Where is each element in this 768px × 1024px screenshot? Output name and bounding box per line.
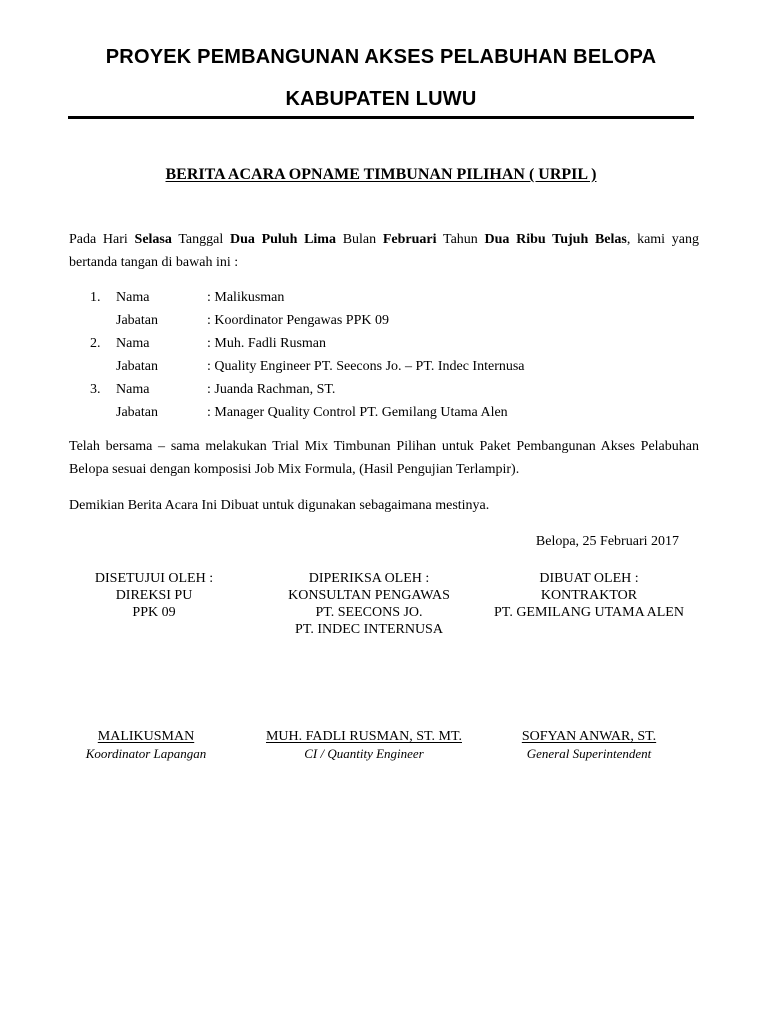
- nama-label: Nama: [116, 382, 150, 397]
- year-value: Dua Ribu Tujuh Belas: [484, 232, 627, 247]
- org-line: KONTRAKTOR: [540, 588, 638, 603]
- signatory-block-checker: [258, 570, 480, 638]
- signatory-block-maker: [484, 570, 694, 621]
- jabatan-label: Jabatan: [116, 405, 158, 420]
- date-value: Dua Puluh Lima: [229, 232, 336, 247]
- role-label: DIBUAT OLEH :: [539, 571, 639, 586]
- place-date: Belopa, 25 Februari 2017: [535, 534, 679, 549]
- signatory-name: SOFYAN ANWAR, ST.: [521, 729, 657, 744]
- org-line: DIREKSI PU: [115, 588, 193, 603]
- signatory-name: MUH. FADLI RUSMAN, ST. MT.: [265, 729, 462, 744]
- org-line: PT. SEECONS JO.: [315, 605, 423, 620]
- item-number: 2.: [90, 336, 101, 351]
- jabatan-value: : Koordinator Pengawas PPK 09: [207, 313, 389, 328]
- project-title: PROYEK PEMBANGUNAN AKSES PELABUHAN BELOPA: [105, 46, 657, 68]
- body-paragraph: Telah bersama – sama melakukan Trial Mix Timbunan Pilihan untuk Paket Pembangunan Akses Pelabuhan Belopa sesuai dengan komposisi Job Mix Formula, (Hasil Pengujian Terlampir).: [69, 439, 699, 477]
- nama-value: : Juanda Rachman, ST.: [207, 382, 336, 397]
- org-line: PT. INDEC INTERNUSA: [295, 622, 443, 637]
- signatory-title: Koordinator Lapangan: [85, 746, 207, 761]
- role-label: DISETUJUI OLEH :: [94, 571, 214, 586]
- item-number: 3.: [90, 382, 101, 397]
- signatory-name: MALIKUSMAN: [97, 729, 195, 744]
- role-label: DIPERIKSA OLEH :: [308, 571, 430, 586]
- signatory-title: General Superintendent: [526, 746, 652, 761]
- signatory-title: CI / Quantity Engineer: [304, 746, 424, 761]
- closing-paragraph: Demikian Berita Acara Ini Dibuat untuk digunakan sebagaimana mestinya.: [69, 498, 490, 513]
- nama-value: : Muh. Fadli Rusman: [207, 336, 327, 351]
- header-rule: [68, 116, 694, 119]
- day-value: Selasa: [134, 232, 172, 247]
- org-line: KONSULTAN PENGAWAS: [288, 588, 450, 603]
- nama-label: Nama: [116, 336, 150, 351]
- intro-paragraph: Pada Hari Selasa Tanggal Dua Puluh Lima Bulan Februari Tahun Dua Ribu Tujuh Belas, kami yang bertanda tangan di bawah ini :: [69, 232, 700, 270]
- jabatan-label: Jabatan: [116, 359, 158, 374]
- nama-value: : Malikusman: [207, 290, 285, 305]
- nama-label: Nama: [116, 290, 150, 305]
- project-location: KABUPATEN LUWU: [285, 88, 477, 110]
- jabatan-value: : Quality Engineer PT. Seecons Jo. – PT. Indec Internusa: [207, 359, 525, 374]
- item-number: 1.: [90, 290, 101, 305]
- document-title: BERITA ACARA OPNAME TIMBUNAN PILIHAN ( URPIL ): [165, 166, 597, 183]
- signature-maker: [512, 728, 666, 762]
- signatory-block-approver: [64, 570, 244, 621]
- signature-approver: [64, 728, 228, 762]
- jabatan-label: Jabatan: [116, 313, 158, 328]
- signature-checker: [258, 728, 470, 762]
- org-line: PPK 09: [132, 605, 176, 620]
- org-line: PT. GEMILANG UTAMA ALEN: [494, 605, 684, 620]
- month-value: Februari: [382, 232, 437, 247]
- jabatan-value: : Manager Quality Control PT. Gemilang Utama Alen: [207, 405, 508, 420]
